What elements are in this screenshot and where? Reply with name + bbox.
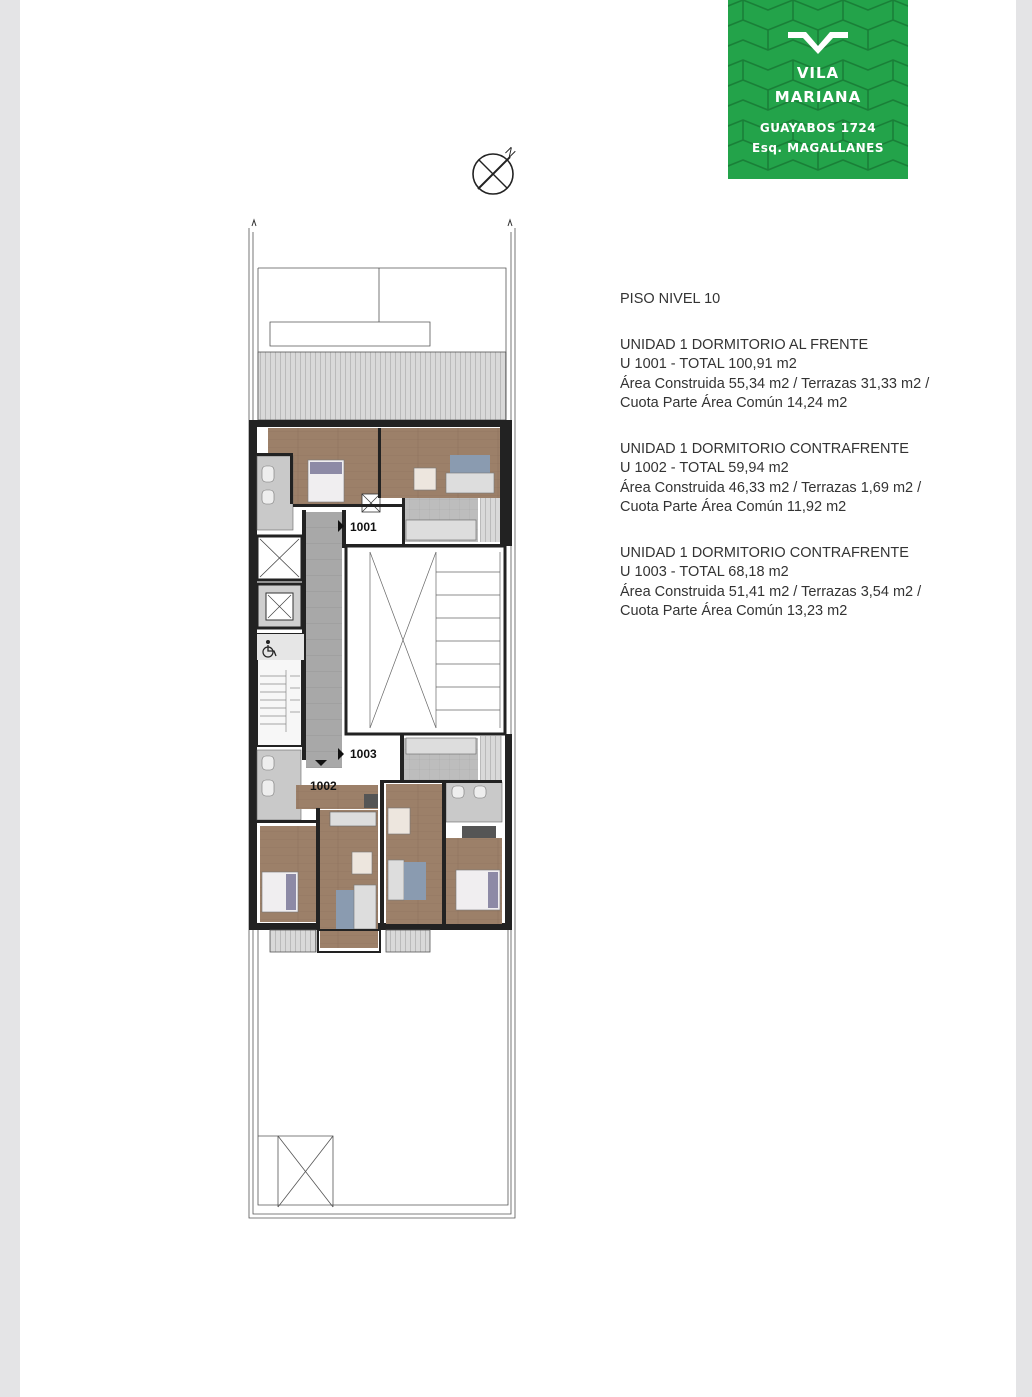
unit-1001-label: 1001 — [350, 520, 377, 534]
unit-1001 — [257, 420, 506, 548]
compass-north-label: N — [502, 144, 519, 161]
unit-heading: UNIDAD 1 DORMITORIO CONTRAFRENTE — [620, 544, 909, 561]
unit-areas: Área Construida 51,41 m2 / Terrazas 3,54 m2 / — [620, 583, 922, 600]
unit-common-area: Cuota Parte Área Común 11,92 m2 — [620, 499, 847, 515]
logo-name-line1: VILA — [796, 64, 840, 82]
logo-address: GUAYABOS 1724 — [759, 121, 877, 135]
central-corridor — [306, 512, 342, 768]
balcony-1003 — [386, 930, 430, 952]
unit-heading: UNIDAD 1 DORMITORIO CONTRAFRENTE — [620, 440, 909, 457]
unit-areas: Área Construida 55,34 m2 / Terrazas 31,33 m2 / — [620, 375, 930, 392]
plan-axis-markers — [252, 220, 512, 226]
unit-total: U 1001 - TOTAL 100,91 m2 — [620, 356, 797, 372]
unit-areas: Área Construida 46,33 m2 / Terrazas 1,69 m2 / — [620, 479, 922, 496]
unit-1003 — [380, 734, 502, 928]
unit-total: U 1003 - TOTAL 68,18 m2 — [620, 564, 789, 580]
unit-common-area: Cuota Parte Área Común 14,24 m2 — [620, 395, 848, 411]
light-well — [346, 546, 505, 734]
service-core — [257, 536, 304, 746]
logo-name-line2: MARIANA — [774, 88, 862, 106]
logo-corner: Esq. MAGALLANES — [752, 141, 884, 155]
unit-total: U 1002 - TOTAL 59,94 m2 — [620, 460, 789, 476]
balcony-1002 — [270, 930, 316, 952]
unit-heading: UNIDAD 1 DORMITORIO AL FRENTE — [620, 336, 869, 353]
unit-1002-label: 1002 — [310, 779, 337, 793]
front-terrace-deck — [258, 352, 506, 420]
unit-1003-label: 1003 — [350, 747, 377, 761]
unit-common-area: Cuota Parte Área Común 13,23 m2 — [620, 603, 848, 619]
floor-title: PISO NIVEL 10 — [620, 291, 721, 307]
